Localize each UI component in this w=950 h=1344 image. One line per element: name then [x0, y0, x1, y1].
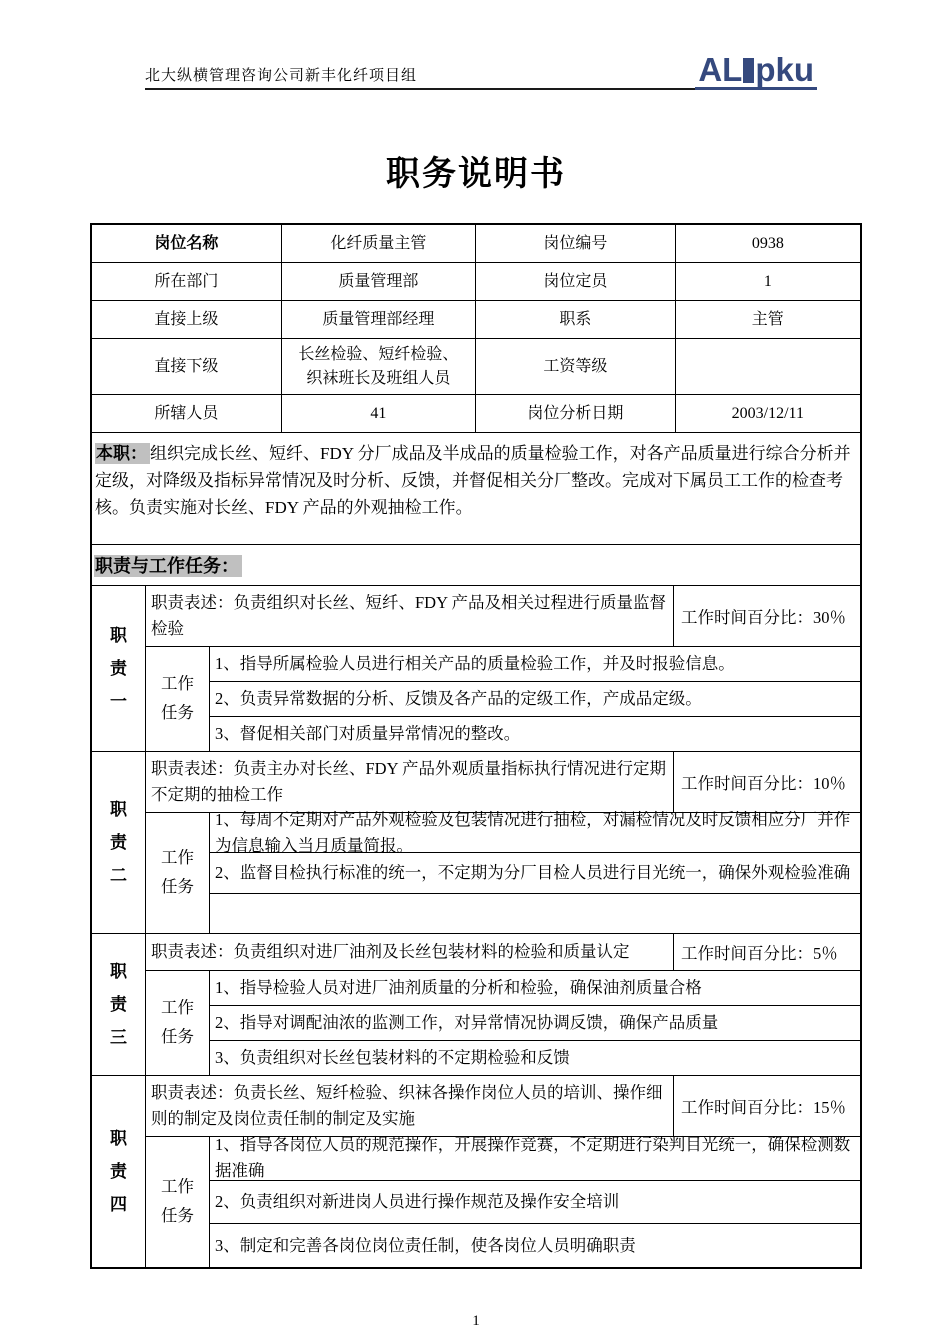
duty-time-percentage: 工作时间百分比：10％ [681, 774, 846, 793]
task-rows [210, 647, 860, 751]
logo-block-icon [743, 58, 754, 83]
duty-time-percentage: 工作时间百分比：5％ [681, 944, 838, 963]
duty-time-percentage: 工作时间百分比：30％ [681, 608, 846, 627]
info-row [92, 263, 860, 301]
duty-main [146, 752, 860, 933]
info-row [92, 395, 860, 433]
info-label: 职系 [476, 301, 676, 339]
info-label: 所在部门 [92, 263, 282, 301]
job-summary-row [92, 433, 860, 545]
info-value: 质量管理部 [282, 263, 476, 301]
info-value: 质量管理部经理 [282, 301, 476, 339]
task-item-empty [210, 894, 860, 933]
duty-main [146, 586, 860, 751]
task-item: 2、指导对调配油浓的监测工作，对异常情况协调反馈，确保产品质量 [210, 1006, 860, 1041]
duty-label: 职责一 [92, 586, 146, 751]
duty-description: 职责表述：负责主办对长丝、FDY 产品外观质量指标执行情况进行定期不定期的抽检工作 [146, 752, 674, 812]
task-rows [210, 809, 860, 933]
page-header [145, 46, 817, 90]
duty-main [146, 934, 860, 1075]
duty-desc-row [146, 752, 860, 813]
task-column-label: 工作任务 [146, 1137, 210, 1267]
page-number: 1 [472, 1313, 480, 1329]
duty-block-1 [92, 586, 860, 752]
logo-letter-l: L [722, 50, 743, 88]
duty-description: 职责表述：负责组织对长丝、短纤、FDY 产品及相关过程进行质量监督检验 [146, 586, 674, 646]
info-value: 2003/12/11 [676, 395, 860, 433]
task-item: 1、指导检验人员对进厂油剂质量的分析和检验，确保油剂质量合格 [210, 971, 860, 1006]
info-value: 0938 [676, 225, 860, 263]
info-row [92, 225, 860, 263]
duty-desc-row [146, 934, 860, 971]
info-value: 长丝检验、短纤检验、织袜班长及班组人员 [282, 339, 476, 395]
duty-block-2 [92, 752, 860, 934]
duty-time-percentage: 工作时间百分比：15％ [681, 1098, 846, 1117]
task-item: 3、负责组织对长丝包装材料的不定期检验和反馈 [215, 1048, 570, 1067]
task-item: 1、指导所属检验人员进行相关产品的质量检验工作，并及时报验信息。 [210, 647, 860, 682]
logo-letter-a: A [698, 50, 723, 88]
task-column-label: 工作任务 [146, 813, 210, 933]
task-item: 2、负责组织对新进岗人员进行操作规范及操作安全培训 [210, 1181, 860, 1225]
info-label: 岗位名称 [92, 225, 282, 263]
duty-main [146, 1076, 860, 1267]
company-name: 北大纵横管理咨询公司新丰化纤项目组 [145, 68, 418, 84]
duty-label: 职责二 [92, 752, 146, 933]
info-label: 岗位分析日期 [476, 395, 676, 433]
task-rows [210, 1137, 860, 1267]
duty-tasks [146, 1137, 860, 1267]
duty-tasks [146, 971, 860, 1075]
info-row [92, 301, 860, 339]
info-label: 岗位定员 [476, 263, 676, 301]
job-summary-text: 组织完成长丝、短纤、FDY 分厂成品及半成品的质量检验工作，对各产品质量进行综合分析并定级，对降级及指标异常情况及时分析、反馈，并督促相关分厂整改。完成对下属员工工作的检查考核。负责实施对长丝、FDY 产品的外观抽检工作。 [95, 444, 851, 517]
info-label: 所辖人员 [92, 395, 282, 433]
info-value: 主管 [676, 301, 860, 339]
duty-label: 职责三 [92, 934, 146, 1075]
info-value: 化纤质量主管 [282, 225, 476, 263]
info-row [92, 339, 860, 395]
task-rows [210, 971, 860, 1075]
duties-section-header [92, 545, 860, 586]
allpku-logo [695, 50, 817, 90]
task-item: 2、负责异常数据的分析、反馈及各产品的定级工作，产成品定级。 [210, 682, 860, 717]
duty-tasks [146, 647, 860, 751]
duty-desc-row [146, 586, 860, 647]
page-title: 职务说明书 [386, 155, 566, 193]
task-item: 1、每周不定期对产品外观检验及包装情况进行抽检，对漏检情况及时反馈相应分厂并作为信息输入当月质量简报。 [210, 813, 860, 853]
job-description-table [90, 223, 862, 1269]
logo-letters-pku: pku [755, 50, 814, 88]
duty-label: 职责四 [92, 1076, 146, 1267]
duties-section-title: 职责与工作任务： [94, 555, 242, 577]
task-column-label: 工作任务 [146, 971, 210, 1075]
info-value [676, 339, 860, 395]
task-item: 3、制定和完善各岗位岗位责任制，使各岗位人员明确职责 [215, 1235, 636, 1255]
info-label: 工资等级 [476, 339, 676, 395]
info-label: 直接上级 [92, 301, 282, 339]
task-column-label: 工作任务 [146, 647, 210, 751]
duty-desc-row [146, 1076, 860, 1137]
info-value: 1 [676, 263, 860, 301]
duty-block-3 [92, 934, 860, 1076]
task-item: 2、监督目检执行标准的统一，不定期为分厂目检人员进行目光统一，确保外观检验准确 [210, 853, 860, 893]
duty-description: 职责表述：负责长丝、短纤检验、织袜各操作岗位人员的培训、操作细则的制定及岗位责任制的制定及实施 [146, 1076, 674, 1136]
duty-tasks [146, 809, 860, 933]
duty-block-4 [92, 1076, 860, 1267]
task-item: 3、督促相关部门对质量异常情况的整改。 [215, 724, 521, 743]
info-label: 岗位编号 [476, 225, 676, 263]
job-summary-label: 本职： [95, 443, 150, 464]
duty-description: 职责表述：负责组织对进厂油剂及长丝包装材料的检验和质量认定 [146, 934, 674, 970]
info-label: 直接下级 [92, 339, 282, 395]
task-item: 1、指导各岗位人员的规范操作，开展操作竞赛，不定期进行染判目光统一，确保检测数据准确 [210, 1137, 860, 1181]
info-value: 41 [282, 395, 476, 433]
